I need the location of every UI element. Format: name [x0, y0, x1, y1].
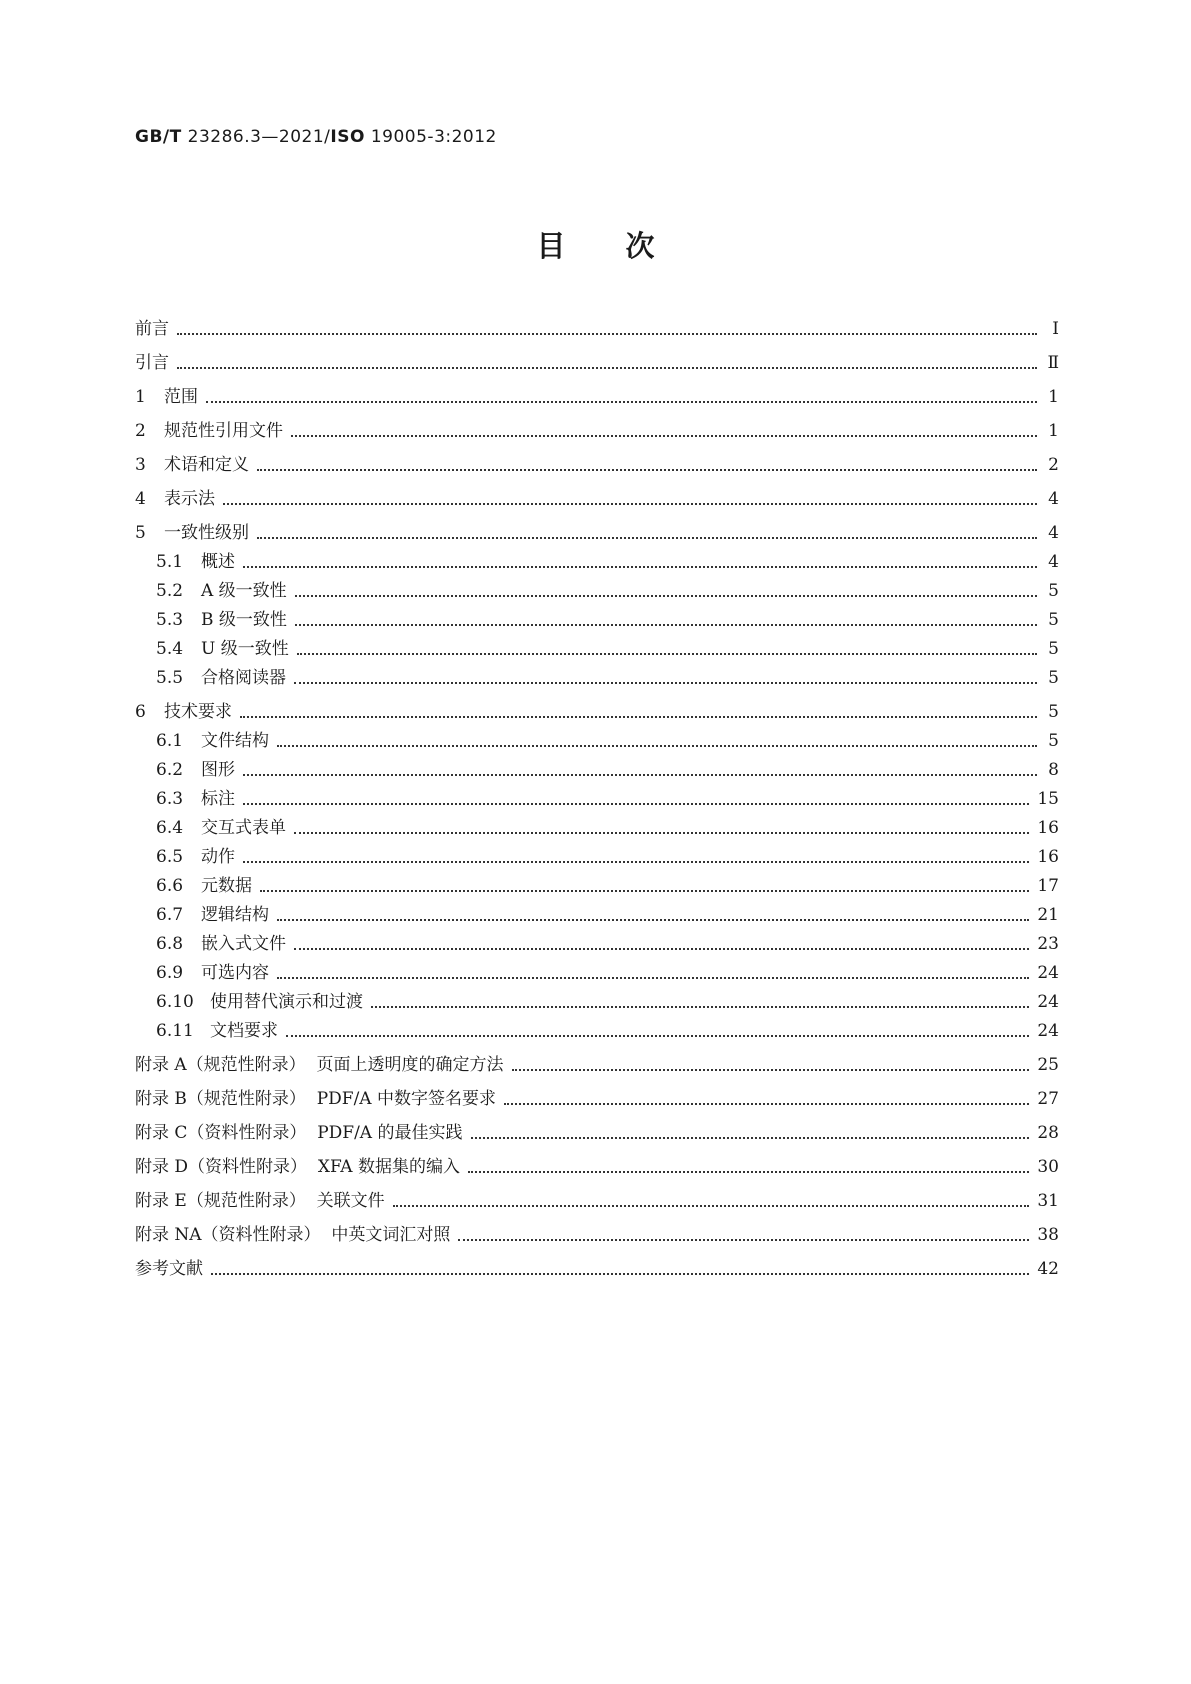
dot-leader [291, 435, 1037, 437]
dot-leader [371, 1006, 1029, 1008]
toc-entry-page: 5 [1048, 610, 1059, 630]
toc-entry[interactable] [135, 1052, 1059, 1076]
toc-entry[interactable] [156, 989, 1059, 1013]
toc-entry-page: 28 [1037, 1123, 1059, 1143]
dot-leader [257, 469, 1037, 471]
dot-leader [468, 1171, 1029, 1173]
toc-entry-label: 交互式表单 [201, 818, 286, 838]
toc-entry-page: 15 [1037, 789, 1059, 809]
dot-leader [295, 595, 1037, 597]
toc-entry-label: 范围 [164, 387, 198, 407]
toc-entry-page: 16 [1037, 818, 1059, 838]
toc-entry-label: 嵌入式文件 [201, 934, 286, 954]
toc-entry-page: 2 [1048, 455, 1059, 475]
toc-entry-number: 6.3 [156, 789, 184, 809]
dot-leader [277, 919, 1029, 921]
toc-entry-page: 24 [1037, 963, 1059, 983]
dot-leader [257, 537, 1037, 539]
toc-entry-page: 1 [1048, 387, 1059, 407]
toc-entry-label: 文件结构 [201, 731, 269, 751]
toc-entry-page: 27 [1037, 1089, 1059, 1109]
toc-entry-label: 引言 [135, 353, 169, 373]
toc-entry[interactable] [156, 578, 1059, 602]
toc-entry-label: 可选内容 [201, 963, 269, 983]
toc-entry[interactable] [135, 452, 1059, 476]
dot-leader [177, 333, 1037, 335]
dot-leader [294, 948, 1029, 950]
toc-entry-number: 6.1 [156, 731, 184, 751]
toc-entry[interactable] [135, 1256, 1059, 1280]
toc-entry-label: 附录 NA（资料性附录） 中英文词汇对照 [135, 1225, 451, 1245]
dot-leader [512, 1069, 1030, 1071]
toc-entry-label: 规范性引用文件 [164, 421, 283, 441]
toc-entry[interactable] [156, 873, 1059, 897]
toc-entry[interactable] [135, 699, 1059, 723]
toc-entry-number: 6.6 [156, 876, 184, 896]
toc-entry-number: 3 [135, 455, 146, 475]
toc-entry-label: 术语和定义 [164, 455, 249, 475]
toc-entry-page: 4 [1048, 523, 1059, 543]
standard-number: 23286.3—2021/ [181, 127, 331, 147]
toc-entry-label: 合格阅读器 [201, 668, 286, 688]
dot-leader [393, 1205, 1030, 1207]
toc-entry[interactable] [156, 902, 1059, 926]
dot-leader [240, 716, 1037, 718]
toc-entry-number: 6.10 [156, 992, 194, 1012]
toc-entry-page: 4 [1048, 489, 1059, 509]
toc-entry[interactable] [135, 1154, 1059, 1178]
toc-entry-number: 5.2 [156, 581, 184, 601]
iso-prefix: ISO [330, 127, 365, 147]
toc-entry-page: 5 [1048, 702, 1059, 722]
toc-entry-number: 5.3 [156, 610, 184, 630]
dot-leader [260, 890, 1029, 892]
toc-entry-label: 逻辑结构 [201, 905, 269, 925]
toc-entry-page: 25 [1037, 1055, 1059, 1075]
dot-leader [243, 566, 1037, 568]
toc-entry[interactable] [135, 486, 1059, 510]
toc-entry-label: 一致性级别 [164, 523, 249, 543]
toc-entry-page: 31 [1037, 1191, 1059, 1211]
dot-leader [211, 1273, 1029, 1275]
toc-entry-label: 元数据 [201, 876, 252, 896]
toc-entry[interactable] [135, 1222, 1059, 1246]
toc-entry-label: 附录 E（规范性附录） 关联文件 [135, 1191, 385, 1211]
toc-entry-label: 前言 [135, 319, 169, 339]
page-title: 目次 [536, 229, 715, 263]
toc-entry[interactable] [135, 350, 1059, 374]
toc-entry-number: 4 [135, 489, 146, 509]
toc-entry-number: 5.5 [156, 668, 184, 688]
toc-entry-page: 1 [1048, 421, 1059, 441]
toc-entry-number: 6.8 [156, 934, 184, 954]
toc-entry[interactable] [156, 549, 1059, 573]
toc-entry-label: 图形 [201, 760, 235, 780]
toc-entry[interactable] [156, 665, 1059, 689]
toc-entry-label: 概述 [201, 552, 235, 572]
toc-entry-page: 24 [1037, 992, 1059, 1012]
toc-entry-page: 5 [1048, 731, 1059, 751]
toc-entry[interactable] [135, 1086, 1059, 1110]
toc-entry-label: B 级一致性 [201, 610, 287, 630]
dot-leader [471, 1137, 1030, 1139]
dot-leader [297, 653, 1037, 655]
toc-entry-label: 技术要求 [164, 702, 232, 722]
toc-entry[interactable] [156, 757, 1059, 781]
dot-leader [295, 624, 1037, 626]
toc-entry-number: 6.9 [156, 963, 184, 983]
dot-leader [206, 401, 1037, 403]
dot-leader [277, 745, 1037, 747]
toc-entry[interactable] [156, 1018, 1059, 1042]
toc-entry-label: 文档要求 [210, 1021, 278, 1041]
toc-entry-number: 2 [135, 421, 146, 441]
toc-entry[interactable] [135, 418, 1059, 442]
dot-leader [243, 803, 1029, 805]
toc-entry-label: 表示法 [164, 489, 215, 509]
toc-entry-page: 8 [1048, 760, 1059, 780]
toc-entry-page: 5 [1048, 639, 1059, 659]
toc-entry[interactable] [135, 1120, 1059, 1144]
toc-entry-number: 1 [135, 387, 146, 407]
toc-entry-page: Ⅱ [1047, 353, 1059, 373]
toc-entry-number: 6.7 [156, 905, 184, 925]
toc-entry-label: 附录 A（规范性附录） 页面上透明度的确定方法 [135, 1055, 504, 1075]
toc-entry[interactable] [156, 815, 1059, 839]
toc-entry-page: 24 [1037, 1021, 1059, 1041]
toc-entry-label: 附录 C（资料性附录） PDF/A 的最佳实践 [135, 1123, 463, 1143]
toc-entry-number: 5.1 [156, 552, 184, 572]
document-code [135, 127, 497, 147]
dot-leader [277, 977, 1029, 979]
toc-entry-label: 附录 D（资料性附录） XFA 数据集的编入 [135, 1157, 460, 1177]
toc-entry-number: 6 [135, 702, 146, 722]
toc-entry-number: 6.11 [156, 1021, 194, 1041]
toc-entry-page: 38 [1037, 1225, 1059, 1245]
dot-leader [294, 682, 1037, 684]
toc-entry-label: 标注 [201, 789, 235, 809]
toc-entry[interactable] [156, 728, 1059, 752]
toc-entry-page: 23 [1037, 934, 1059, 954]
toc-entry-number: 6.5 [156, 847, 184, 867]
toc-entry-number: 6.2 [156, 760, 184, 780]
standard-prefix: GB/T [135, 127, 182, 147]
toc-entry-page: 42 [1037, 1259, 1059, 1279]
toc-entry-number: 6.4 [156, 818, 184, 838]
dot-leader [223, 503, 1037, 505]
dot-leader [294, 832, 1029, 834]
toc-entry-page: 30 [1037, 1157, 1059, 1177]
toc-entry-label: 使用替代演示和过渡 [210, 992, 363, 1012]
dot-leader [458, 1239, 1029, 1241]
toc-entry-page: 5 [1048, 668, 1059, 688]
dot-leader [177, 367, 1037, 369]
toc-entry-number: 5 [135, 523, 146, 543]
toc-entry[interactable] [135, 384, 1059, 408]
toc-entry[interactable] [156, 786, 1059, 810]
toc-entry-number: 5.4 [156, 639, 184, 659]
toc-entry-label: A 级一致性 [201, 581, 287, 601]
iso-number: 19005-3:2012 [364, 127, 497, 147]
toc-entry-page: 5 [1048, 581, 1059, 601]
toc-entry-label: U 级一致性 [201, 639, 289, 659]
toc-entry-label: 附录 B（规范性附录） PDF/A 中数字签名要求 [135, 1089, 496, 1109]
toc-entry[interactable] [135, 1188, 1059, 1212]
toc-entry-label: 参考文献 [135, 1259, 203, 1279]
toc-entry-label: 动作 [201, 847, 235, 867]
toc-entry[interactable] [156, 960, 1059, 984]
dot-leader [243, 861, 1029, 863]
toc-entry[interactable] [156, 636, 1059, 660]
dot-leader [286, 1035, 1029, 1037]
toc-entry-page: 17 [1037, 876, 1059, 896]
toc-entry[interactable] [156, 844, 1059, 868]
dot-leader [243, 774, 1037, 776]
toc-entry-page: 16 [1037, 847, 1059, 867]
toc-entry[interactable] [156, 607, 1059, 631]
toc-entry-page: Ⅰ [1052, 319, 1059, 339]
dot-leader [504, 1103, 1029, 1105]
toc-entry-page: 21 [1037, 905, 1059, 925]
toc-entry-page: 4 [1048, 552, 1059, 572]
toc-entry[interactable] [156, 931, 1059, 955]
toc-entry[interactable] [135, 316, 1059, 340]
toc-entry[interactable] [135, 520, 1059, 544]
